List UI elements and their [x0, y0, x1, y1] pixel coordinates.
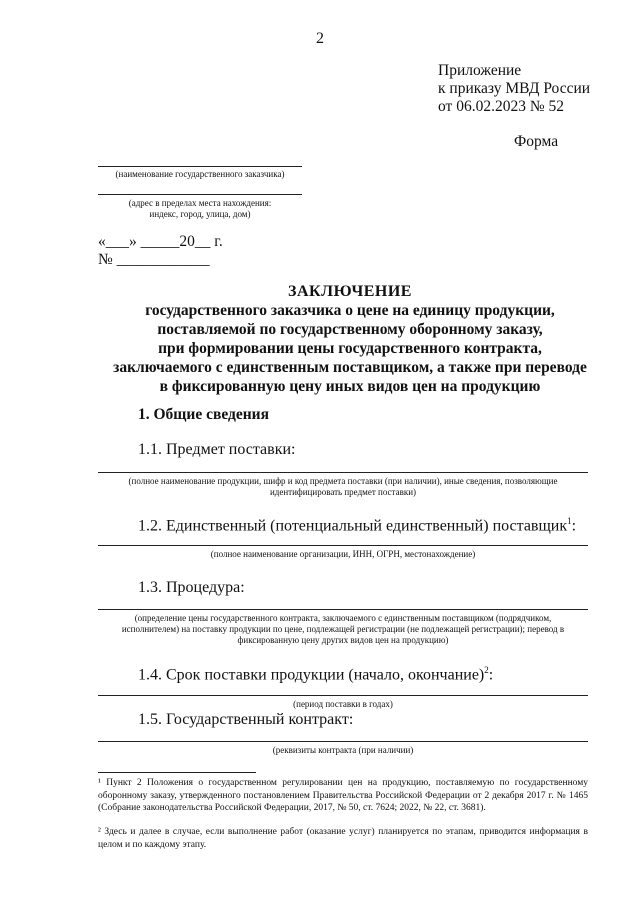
- item-1-2-colon: :: [571, 517, 577, 535]
- appendix-line-1: Приложение: [438, 62, 522, 79]
- footnote-ref-2: 2: [484, 665, 489, 675]
- item-1-3-label: 1.3. Процедура:: [138, 579, 245, 596]
- form-label: Форма: [514, 133, 559, 150]
- item-1-4-heading: [138, 665, 493, 684]
- item-1-3-caption-3: фиксированную цену других видов цен на продукцию): [237, 635, 449, 645]
- item-1-5-caption: (реквизиты контракта (при наличии): [272, 745, 414, 755]
- title-line-3: поставляемой по государственному оборонному заказу,: [157, 321, 543, 338]
- page-number: 2: [316, 30, 324, 47]
- item-1-5-line: [98, 741, 588, 742]
- title-line-6: в фиксированную цену иных видов цен на продукцию: [159, 378, 541, 395]
- title-line-2: государственного заказчика о цене на единицу продукции,: [145, 302, 555, 319]
- customer-address-line: [98, 194, 302, 195]
- title-line-4: при формировании цены государственного контракта,: [158, 340, 542, 357]
- appendix-line-3: от 06.02.2023 № 52: [438, 98, 564, 115]
- section-heading: 1. Общие сведения: [138, 406, 269, 423]
- date-field: «___» _____20__ г.: [98, 233, 223, 250]
- item-1-1-caption-2: идентифицировать предмет поставки): [269, 487, 417, 497]
- item-1-1-line: [98, 472, 588, 473]
- footnote-2: ² Здесь и далее в случае, если выполнение работ (оказание услуг) планируется по этапам, приводится информация в целом и по каждому этапу.: [98, 827, 588, 850]
- footnote-ref-1: 1: [567, 516, 572, 526]
- customer-name-line: [98, 166, 302, 167]
- item-1-3-line: [98, 609, 588, 610]
- item-1-4-colon: :: [488, 666, 494, 684]
- item-1-1-label: 1.1. Предмет поставки:: [138, 441, 296, 458]
- item-1-5-label: 1.5. Государственный контракт:: [138, 711, 354, 728]
- item-1-4-line: [98, 695, 588, 696]
- customer-address-caption-1: (адрес в пределах места нахождения:: [128, 198, 272, 208]
- item-1-1-caption-1: (полное наименование продукции, шифр и код предмета поставки (при наличии), иные сведения, позволяющие: [128, 476, 558, 486]
- number-field: № ____________: [98, 251, 210, 268]
- item-1-2-heading: [138, 516, 576, 535]
- customer-address-caption-2: индекс, город, улица, дом): [149, 209, 251, 219]
- item-1-3-caption-2: исполнителем) на поставку продукции по цене, подлежащей регистрации (не подлежащей регистрации); перевод в: [121, 624, 565, 634]
- appendix-line-2: к приказу МВД России: [438, 80, 591, 97]
- footnote-1: ¹ Пункт 2 Положения о государственном регулировании цен на продукцию, поставляемую по государственному оборонному заказу, утвержденного постановлением Правительства Российской Федерации от 2 декабря 2017 г. № 1465 (Собрание законодательства Российской Федерации, 2017, № 50, ст. 7624; 2022, № 22, ст. 3681).: [98, 778, 588, 813]
- item-1-2-caption: (полное наименование организации, ИНН, ОГРН, местонахождение): [210, 549, 476, 559]
- footnote-separator: [98, 772, 256, 773]
- item-1-2-line: [98, 545, 588, 546]
- appendix-header: [438, 62, 590, 116]
- item-1-4-label: 1.4. Срок поставки продукции (начало, окончание): [138, 666, 485, 684]
- title-line-1: ЗАКЛЮЧЕНИЕ: [288, 283, 412, 300]
- document-title: [60, 282, 640, 396]
- title-line-5: заключаемого с единственным поставщиком, а также при переводе: [113, 359, 587, 376]
- customer-name-caption: (наименование государственного заказчика): [115, 169, 285, 179]
- item-1-2-label: 1.2. Единственный (потенциальный единственный) поставщик: [138, 517, 568, 535]
- item-1-3-caption-1: (определение цены государственного контракта, заключаемого с единственным поставщиком (подрядчиком,: [134, 613, 552, 623]
- item-1-4-caption: (период поставки в годах): [293, 699, 393, 709]
